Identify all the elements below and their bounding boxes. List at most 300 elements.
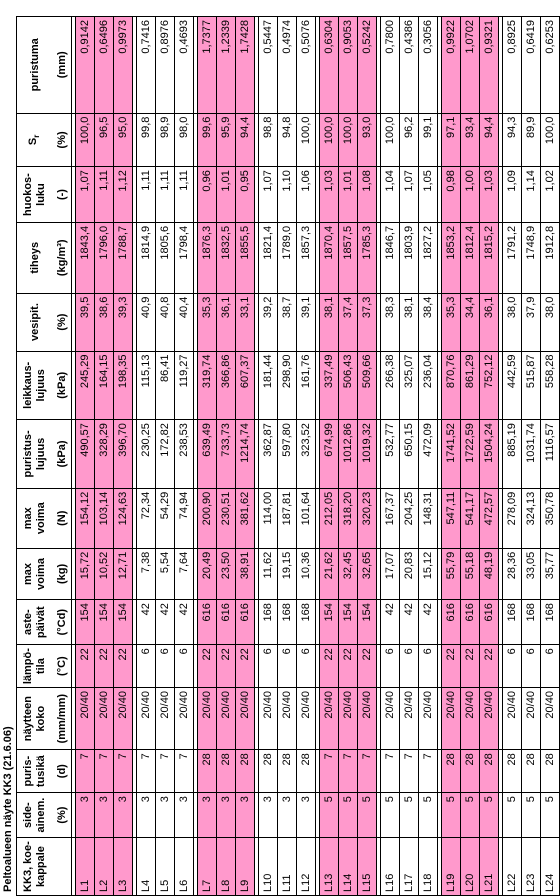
specimen-id-cell: L15 [358, 838, 377, 896]
column-unit: (%) [53, 113, 72, 167]
table-cell: 20/40 [339, 688, 358, 750]
table-cell: 6 [381, 645, 400, 688]
specimen-id-cell: L11 [278, 838, 297, 896]
table-cell: 38,0 [503, 293, 522, 351]
column-unit: (°Cd) [53, 600, 72, 645]
table-cell: 616 [480, 600, 499, 645]
table-cell: 7 [419, 750, 438, 793]
table-cell: 20/40 [278, 688, 297, 750]
table-cell: 98,9 [156, 113, 175, 167]
table-cell: 22 [358, 645, 377, 688]
table-row [339, 17, 358, 896]
table-cell: 650,15 [400, 420, 419, 489]
table-cell: 154 [339, 600, 358, 645]
column-unit: (d) [53, 750, 72, 793]
table-cell: 55,79 [442, 548, 461, 599]
table-cell: 39,3 [114, 293, 133, 351]
column-unit: (°C) [53, 645, 72, 688]
table-cell: 0,96 [198, 167, 217, 223]
table-cell: 5 [419, 793, 438, 838]
table-cell: 0,6304 [320, 17, 339, 114]
sheet-title: Peltoalueen näyte KK3 (21.6.06) [2, 726, 14, 892]
table-cell: 22 [339, 645, 358, 688]
table-cell: 74,94 [175, 488, 194, 548]
table-cell: 3 [175, 793, 194, 838]
table-cell: 10,52 [95, 548, 114, 599]
table-cell: 885,19 [503, 420, 522, 489]
table-cell: 616 [461, 600, 480, 645]
header-label-line2: päivät [35, 606, 47, 639]
table-row [297, 17, 316, 896]
table-cell: 37,3 [358, 293, 377, 351]
table-cell: 38,3 [381, 293, 400, 351]
table-cell: 20/40 [175, 688, 194, 750]
table-cell: 0,9321 [480, 17, 499, 114]
header-label-line2: koko [35, 705, 47, 732]
table-cell: 168 [541, 600, 560, 645]
column-header [17, 688, 54, 750]
specimen-id-cell: L24 [541, 838, 560, 896]
column-header [17, 750, 54, 793]
specimen-id-cell: L21 [480, 838, 499, 896]
table-cell: 396,70 [114, 420, 133, 489]
table-cell: 94,3 [503, 113, 522, 167]
table-cell: 381,62 [236, 488, 255, 548]
table-cell: 1857,3 [297, 222, 316, 293]
table-cell: 1,09 [503, 167, 522, 223]
table-cell: 21,62 [320, 548, 339, 599]
table-cell: 0,95 [236, 167, 255, 223]
table-cell: 164,15 [95, 351, 114, 420]
header-label: tiheys [28, 241, 41, 274]
table-cell: 607,37 [236, 351, 255, 420]
table-cell: 5 [400, 793, 419, 838]
column-header [17, 420, 54, 489]
table-cell: 1,07 [400, 167, 419, 223]
specimen-id-cell: L22 [503, 838, 522, 896]
table-cell: 0,98 [442, 167, 461, 223]
header-label: huokos- [22, 173, 34, 216]
table-cell: 442,59 [503, 351, 522, 420]
table-cell: 6 [156, 645, 175, 688]
table-cell: 42 [156, 600, 175, 645]
column-unit: (%) [53, 293, 72, 351]
table-cell: 3 [137, 793, 156, 838]
table-cell: 1,10 [278, 167, 297, 223]
table-cell: 38,1 [320, 293, 339, 351]
table-cell: 5 [522, 793, 541, 838]
table-cell: 20/40 [480, 688, 499, 750]
table-cell: 1843,4 [76, 222, 95, 293]
header-label: näytteen [22, 696, 34, 742]
table-cell: 35,3 [198, 293, 217, 351]
table-cell: 20/40 [95, 688, 114, 750]
specimen-id-cell: L10 [259, 838, 278, 896]
table-cell: 0,6419 [522, 17, 541, 114]
specimen-id-cell: L5 [156, 838, 175, 896]
header-label-line2: lujuus [35, 437, 47, 471]
table-cell: 0,5242 [358, 17, 377, 114]
table-cell: 93,4 [461, 113, 480, 167]
table-cell: 20/40 [419, 688, 438, 750]
table-cell: 20/40 [297, 688, 316, 750]
table-row [156, 17, 175, 896]
column-header [17, 17, 54, 114]
table-cell: 11,62 [259, 548, 278, 599]
table-cell: 28 [522, 750, 541, 793]
table-cell: 1821,4 [259, 222, 278, 293]
table-cell: 100,0 [381, 113, 400, 167]
table-cell: 38,91 [236, 548, 255, 599]
table-cell: 1876,3 [198, 222, 217, 293]
table-cell: 238,53 [175, 420, 194, 489]
table-cell: 0,7416 [137, 17, 156, 114]
table-cell: 20/40 [217, 688, 236, 750]
table-cell: 39,1 [297, 293, 316, 351]
table-cell: 1815,2 [480, 222, 499, 293]
table-cell: 3 [156, 793, 175, 838]
table-cell: 362,87 [259, 420, 278, 489]
table-cell: 230,51 [217, 488, 236, 548]
specimen-id-cell: L23 [522, 838, 541, 896]
table-cell: 20/40 [236, 688, 255, 750]
table-cell: 1,11 [175, 167, 194, 223]
table-cell: 39,2 [259, 293, 278, 351]
table-cell: 38,4 [419, 293, 438, 351]
table-cell: 22 [95, 645, 114, 688]
table-cell: 39,5 [76, 293, 95, 351]
table-cell: 15,72 [76, 548, 95, 599]
table-cell: 509,66 [358, 351, 377, 420]
specimen-id-cell: L14 [339, 838, 358, 896]
table-cell: 1116,57 [541, 420, 560, 489]
table-cell: 114,00 [259, 488, 278, 548]
specimen-id-cell: L18 [419, 838, 438, 896]
table-cell: 350,78 [541, 488, 560, 548]
table-cell: 6 [278, 645, 297, 688]
specimen-id-cell: L20 [461, 838, 480, 896]
table-cell: 752,12 [480, 351, 499, 420]
table-cell: 0,9973 [114, 17, 133, 114]
table-cell: 22 [461, 645, 480, 688]
table-cell: 22 [217, 645, 236, 688]
table-cell: 28 [297, 750, 316, 793]
table-cell: 20/40 [442, 688, 461, 750]
header-label: max [22, 562, 34, 585]
table-cell: 1,07 [76, 167, 95, 223]
table-cell: 40,4 [175, 293, 194, 351]
table-cell: 20/40 [156, 688, 175, 750]
table-cell: 94,4 [480, 113, 499, 167]
table-row [217, 17, 236, 896]
table-cell: 28,36 [503, 548, 522, 599]
table-cell: 20/40 [259, 688, 278, 750]
table-cell: 99,1 [419, 113, 438, 167]
table-cell: 6 [503, 645, 522, 688]
table-row [320, 17, 339, 896]
table-cell: 325,07 [400, 351, 419, 420]
table-cell: 7 [339, 750, 358, 793]
table-cell: 20/40 [76, 688, 95, 750]
column-header [17, 222, 54, 293]
specimen-id-cell: L13 [320, 838, 339, 896]
table-cell: 22 [236, 645, 255, 688]
header-label-line2: tusikä [35, 755, 47, 788]
table-cell: 154,12 [76, 488, 95, 548]
table-cell: 7 [137, 750, 156, 793]
table-row [198, 17, 217, 896]
header-label-line2: kappale [35, 846, 47, 888]
table-cell: 1,11 [156, 167, 175, 223]
column-unit: (mm) [53, 17, 72, 114]
specimen-id-cell: L2 [95, 838, 114, 896]
table-cell: 89,9 [522, 113, 541, 167]
column-header [17, 167, 54, 223]
table-cell: 198,35 [114, 351, 133, 420]
table-cell: 1,07 [259, 167, 278, 223]
table-cell: 6 [400, 645, 419, 688]
table-cell: 37,9 [522, 293, 541, 351]
table-cell: 1832,5 [217, 222, 236, 293]
table-cell: 0,5447 [259, 17, 278, 114]
table-cell: 1,00 [461, 167, 480, 223]
table-cell: 515,87 [522, 351, 541, 420]
table-cell: 733,73 [217, 420, 236, 489]
table-cell: 28 [259, 750, 278, 793]
table-cell: 36,1 [480, 293, 499, 351]
table-cell: 1,08 [358, 167, 377, 223]
table-cell: 1788,7 [114, 222, 133, 293]
table-body [72, 17, 560, 896]
table-cell: 366,86 [217, 351, 236, 420]
table-row [76, 17, 95, 896]
table-cell: 616 [217, 600, 236, 645]
column-header [17, 293, 54, 351]
table-row [442, 17, 461, 896]
table-cell: 94,4 [236, 113, 255, 167]
table-row [95, 17, 114, 896]
specimen-id-cell: L1 [76, 838, 95, 896]
table-cell: 187,81 [278, 488, 297, 548]
table-cell: 0,9142 [76, 17, 95, 114]
table-cell: 0,6253 [541, 17, 560, 114]
table-cell: 115,13 [137, 351, 156, 420]
table-cell: 1814,9 [137, 222, 156, 293]
table-cell: 0,8976 [156, 17, 175, 114]
table-cell: 1796,0 [95, 222, 114, 293]
table-cell: 100,0 [339, 113, 358, 167]
table-cell: 93,0 [358, 113, 377, 167]
table-cell: 3 [198, 793, 217, 838]
table-cell: 1,11 [137, 167, 156, 223]
table-cell: 5 [480, 793, 499, 838]
specimen-id-cell: L4 [137, 838, 156, 896]
table-cell: 42 [381, 600, 400, 645]
table-cell: 6 [522, 645, 541, 688]
table-cell: 1,03 [320, 167, 339, 223]
table-cell: 37,4 [339, 293, 358, 351]
column-unit: (%) [53, 793, 72, 838]
header-label-line2: luku [35, 183, 47, 206]
table-cell: 1798,4 [175, 222, 194, 293]
column-unit: (-) [53, 167, 72, 223]
table-cell: 1,01 [339, 167, 358, 223]
table-cell: 72,34 [137, 488, 156, 548]
table-cell: 20/40 [320, 688, 339, 750]
table-cell: 7,38 [137, 548, 156, 599]
table-cell: 20/40 [503, 688, 522, 750]
table-cell: 7 [76, 750, 95, 793]
table-cell: 337,49 [320, 351, 339, 420]
header-label-line2: tila [35, 658, 47, 675]
table-cell: 17,07 [381, 548, 400, 599]
table-cell: 167,37 [381, 488, 400, 548]
table-cell: 98,0 [175, 113, 194, 167]
table-cell: 1,14 [522, 167, 541, 223]
table-cell: 119,27 [175, 351, 194, 420]
table-cell: 32,45 [339, 548, 358, 599]
table-cell: 35,3 [442, 293, 461, 351]
column-unit: (kPa) [53, 351, 72, 420]
table-cell: 28 [442, 750, 461, 793]
table-cell: 181,44 [259, 351, 278, 420]
table-cell: 34,4 [461, 293, 480, 351]
table-cell: 1912,8 [541, 222, 560, 293]
column-header [17, 600, 54, 645]
table-cell: 6 [259, 645, 278, 688]
data-table [16, 16, 560, 896]
table-cell: 1853,2 [442, 222, 461, 293]
table-cell: 1803,9 [400, 222, 419, 293]
table-cell: 0,9922 [442, 17, 461, 114]
table-cell: 20/40 [522, 688, 541, 750]
table-cell: 28 [217, 750, 236, 793]
table-cell: 32,65 [358, 548, 377, 599]
table-cell: 5 [461, 793, 480, 838]
table-cell: 3 [114, 793, 133, 838]
header-label: lämpö- [22, 648, 34, 685]
header-label: puristuma [28, 38, 41, 92]
table-cell: 5,54 [156, 548, 175, 599]
table-cell: 20,49 [198, 548, 217, 599]
table-cell: 48,19 [480, 548, 499, 599]
table-cell: 86,41 [156, 351, 175, 420]
table-cell: 547,11 [442, 488, 461, 548]
table-cell: 0,4693 [175, 17, 194, 114]
column-header [17, 113, 54, 167]
table-cell: 1791,2 [503, 222, 522, 293]
table-cell: 7 [95, 750, 114, 793]
table-cell: 1,2339 [217, 17, 236, 114]
header-label: aste- [22, 609, 34, 636]
table-cell: 36,1 [217, 293, 236, 351]
table-row [236, 17, 255, 896]
table-cell: 100,0 [297, 113, 316, 167]
table-cell: 7 [320, 750, 339, 793]
table-cell: 28 [236, 750, 255, 793]
table-row [480, 17, 499, 896]
table-cell: 7 [358, 750, 377, 793]
header-label: vesipit. [28, 303, 41, 342]
table-cell: 230,25 [137, 420, 156, 489]
table-cell: 23,50 [217, 548, 236, 599]
table-cell: 1722,59 [461, 420, 480, 489]
table-cell: 1019,32 [358, 420, 377, 489]
table-cell: 20/40 [358, 688, 377, 750]
table-cell: 1,05 [419, 167, 438, 223]
table-cell: 38,0 [541, 293, 560, 351]
table-row [400, 17, 419, 896]
table-cell: 168 [522, 600, 541, 645]
table-cell: 28 [461, 750, 480, 793]
column-header [17, 645, 54, 688]
table-cell: 204,25 [400, 488, 419, 548]
table-cell: 35,77 [541, 548, 560, 599]
table-cell: 28 [541, 750, 560, 793]
table-cell: 3 [259, 793, 278, 838]
table-cell: 200,90 [198, 488, 217, 548]
table-cell: 541,17 [461, 488, 480, 548]
table-cell: 245,29 [76, 351, 95, 420]
table-cell: 639,49 [198, 420, 217, 489]
table-cell: 320,23 [358, 488, 377, 548]
table-cell: 154 [320, 600, 339, 645]
table-cell: 10,36 [297, 548, 316, 599]
table-row [358, 17, 377, 896]
specimen-id-cell: L3 [114, 838, 133, 896]
table-cell: 1214,74 [236, 420, 255, 489]
table-cell: 0,8925 [503, 17, 522, 114]
table-cell: 6 [175, 645, 194, 688]
table-cell: 490,57 [76, 420, 95, 489]
table-cell: 38,6 [95, 293, 114, 351]
table-cell: 7 [175, 750, 194, 793]
header-label: puristus- [22, 430, 34, 478]
header-label: S [26, 137, 39, 146]
table-cell: 95,0 [114, 113, 133, 167]
table-cell: 22 [480, 645, 499, 688]
table-cell: 15,12 [419, 548, 438, 599]
table-cell: 161,76 [297, 351, 316, 420]
table-cell: 20,83 [400, 548, 419, 599]
table-cell: 0,5076 [297, 17, 316, 114]
table-cell: 212,05 [320, 488, 339, 548]
table-cell: 472,09 [419, 420, 438, 489]
header-label-line2: voima [35, 502, 47, 535]
table-cell: 472,57 [480, 488, 499, 548]
table-row [461, 17, 480, 896]
column-header [17, 488, 54, 548]
table-cell: 154 [114, 600, 133, 645]
table-cell: 154 [358, 600, 377, 645]
column-unit: (kg) [53, 548, 72, 599]
header-subscript: r [32, 134, 42, 138]
table-cell: 100,0 [320, 113, 339, 167]
table-row [278, 17, 297, 896]
table-row [137, 17, 156, 896]
specimen-id-cell: L17 [400, 838, 419, 896]
column-unit: (kPa) [53, 420, 72, 489]
specimen-id-cell: L12 [297, 838, 316, 896]
table-cell: 40,8 [156, 293, 175, 351]
table-cell: 861,29 [461, 351, 480, 420]
table-cell: 1,0702 [461, 17, 480, 114]
table-cell: 20/40 [114, 688, 133, 750]
table-cell: 318,20 [339, 488, 358, 548]
table-cell: 1,01 [217, 167, 236, 223]
table-cell: 1789,0 [278, 222, 297, 293]
table-cell: 5 [339, 793, 358, 838]
